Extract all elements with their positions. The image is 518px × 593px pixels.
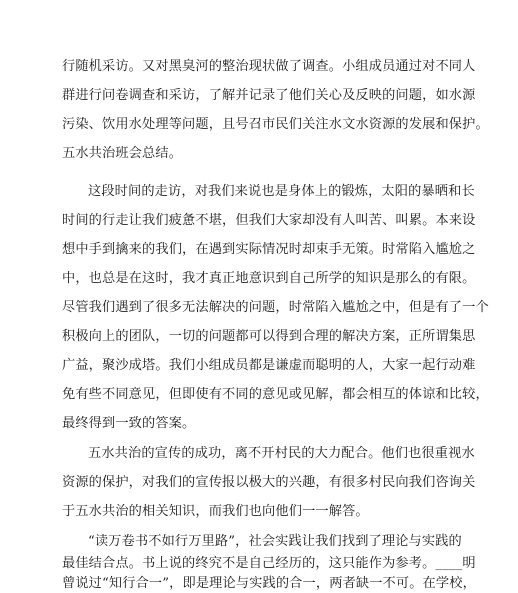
text-line: 广益，聚沙成塔。我们小组成员都是谦虚而聪明的人，大家一起行动难	[62, 358, 476, 373]
text-line: 群进行问卷调查和采访，了解并记录了他们关心及反映的问题，如水源	[62, 88, 476, 103]
text-line: 中，也总是在这时，我才真正地意识到自己所学的知识是那么的有限。	[62, 271, 476, 286]
text-line: “读万卷书不如行万里路”，社会实践让我们找到了理论与实践的	[88, 534, 462, 549]
text-line: 行随机采访。又对黑臭河的整治现状做了调查。小组成员通过对不同人	[62, 59, 476, 74]
text-line: 时间的行走让我们疲惫不堪，但我们大家却没有人叫苦、叫累。本来设	[62, 213, 476, 228]
text-line: 于五水共治的相关知识，而我们也向他们一一解答。	[62, 504, 369, 519]
text-line: 曾说过“知行合一”，即是理论与实践的合一，两者缺一不可。在学校，	[62, 576, 476, 591]
text-line: 最终得到一致的答案。	[62, 416, 196, 431]
text-line: 免有些不同意见，但即使有不同的意见或见解，都会相互的体谅和比较，	[62, 387, 489, 402]
text-line: 最佳结合点。书上说的终究不是自己经历的，这只能作为参考。____明	[62, 556, 476, 571]
text-line: 五水共治的宣传的成功，离不开村民的大力配合。他们也很重视水	[88, 446, 475, 461]
text-line: 污染、饮用水处理等问题，且号召市民们关注水文水资源的发展和保护。	[62, 117, 489, 132]
text-line: 尽管我们遇到了很多无法解决的问题，时常陷入尴尬之中，但是有了一个	[62, 300, 489, 315]
text-line: 五水共治班会总结。	[62, 146, 183, 161]
text-line: 想中手到擒来的我们，在遇到实际情况时却束手无策。时常陷入尴尬之	[62, 242, 476, 257]
text-line: 资源的保护，对我们的宣传报以极大的兴趣，有很多村民向我们咨询关	[62, 475, 476, 490]
text-line: 这段时间的走访，对我们来说也是身体上的锻炼，太阳的暴晒和长	[88, 184, 475, 199]
text-line: 积极向上的团队，一切的问题都可以得到合理的解决方案，正所谓集思	[62, 329, 476, 344]
